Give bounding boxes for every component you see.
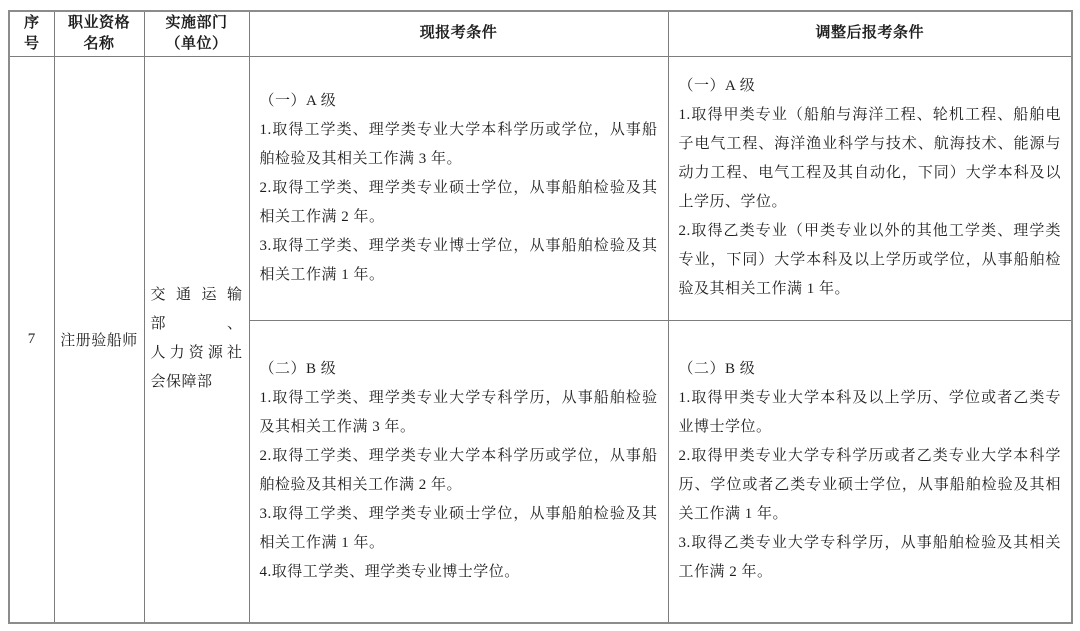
text-line: 号 (23, 35, 40, 52)
text-line: 会保障部 (150, 374, 213, 391)
text-line: 现报考条件 (419, 25, 498, 42)
cell-row-number: 7 (9, 56, 54, 623)
header-row (9, 11, 1072, 56)
text-line: 1.取得甲类专业（船舶与海洋工程、轮机工程、船舶电子电气工程、海洋渔业科学与技术、航海技术、能源与动力工程、电气工程及其自动化，下同）大学本科及以上学历、学位。 (678, 107, 1061, 210)
cell-current-conditions-a-level (249, 56, 668, 320)
text-line: 调整后报考条件 (815, 25, 924, 42)
text-line: 3.取得乙类专业大学专科学历，从事船舶检验及其相关工作满 2 年。 (678, 535, 1061, 581)
cell-adjusted-conditions-a-level (668, 56, 1072, 320)
column-header-index (9, 11, 54, 56)
text-line: 3.取得工学类、理学类专业硕士学位，从事船舶检验及其相关工作满 1 年。 (259, 506, 658, 552)
text-line: （一）A 级 (259, 92, 337, 109)
cell-department (144, 56, 249, 623)
qualification-table (8, 10, 1073, 624)
text-line: 2.取得工学类、理学类专业大学本科学历或学位，从事船舶检验及其相关工作满 2 年。 (259, 448, 658, 494)
table-row-a-level (9, 56, 1072, 320)
cell-current-conditions-b-level (249, 320, 668, 623)
text-line: 2.取得甲类专业大学专科学历或者乙类专业大学本科学历、学位或者乙类专业硕士学位，从事船舶检验及其相关工作满 1 年。 (678, 448, 1061, 523)
text-line: 名称 (83, 35, 115, 52)
text-line: 1.取得工学类、理学类专业大学专科学历，从事船舶检验及其相关工作满 3 年。 (259, 390, 658, 436)
text-line: （二）B 级 (259, 361, 337, 378)
text-line: 4.取得工学类、理学类专业博士学位。 (259, 564, 520, 581)
text-line: 2.取得工学类、理学类专业硕士学位，从事船舶检验及其相关工作满 2 年。 (259, 179, 658, 225)
column-header-department (144, 11, 249, 56)
column-header-current-conditions (249, 11, 668, 56)
text-line: （单位） (165, 35, 228, 52)
text-line: （一）A 级 (678, 78, 756, 94)
text-line: 序 (23, 14, 40, 31)
text-line: 实施部门 (165, 14, 228, 31)
text-line: （二）B 级 (678, 361, 756, 378)
text-line: 1.取得工学类、理学类专业大学本科学历或学位，从事船舶检验及其相关工作满 3 年。 (259, 121, 658, 167)
text-line: 2.取得乙类专业（甲类专业以外的其他工学类、理学类专业，下同）大学本科及以上学历或学位，从事船舶检验及其相关工作满 1 年。 (678, 223, 1061, 297)
text-line: 3.取得工学类、理学类专业博士学位，从事船舶检验及其相关工作满 1 年。 (259, 237, 658, 283)
text-line: 1.取得甲类专业大学本科及以上学历、学位或者乙类专业博士学位。 (678, 390, 1061, 436)
text-line: 人力资源社 (150, 345, 243, 362)
cell-adjusted-conditions-b-level (668, 320, 1072, 623)
column-header-qualification-name (54, 11, 144, 56)
cell-qualification-name: 注册验船师 (54, 56, 144, 623)
column-header-adjusted-conditions (668, 11, 1072, 56)
text-line: 职业资格 (67, 14, 130, 31)
text-line: 交通运输部、 (150, 287, 243, 333)
